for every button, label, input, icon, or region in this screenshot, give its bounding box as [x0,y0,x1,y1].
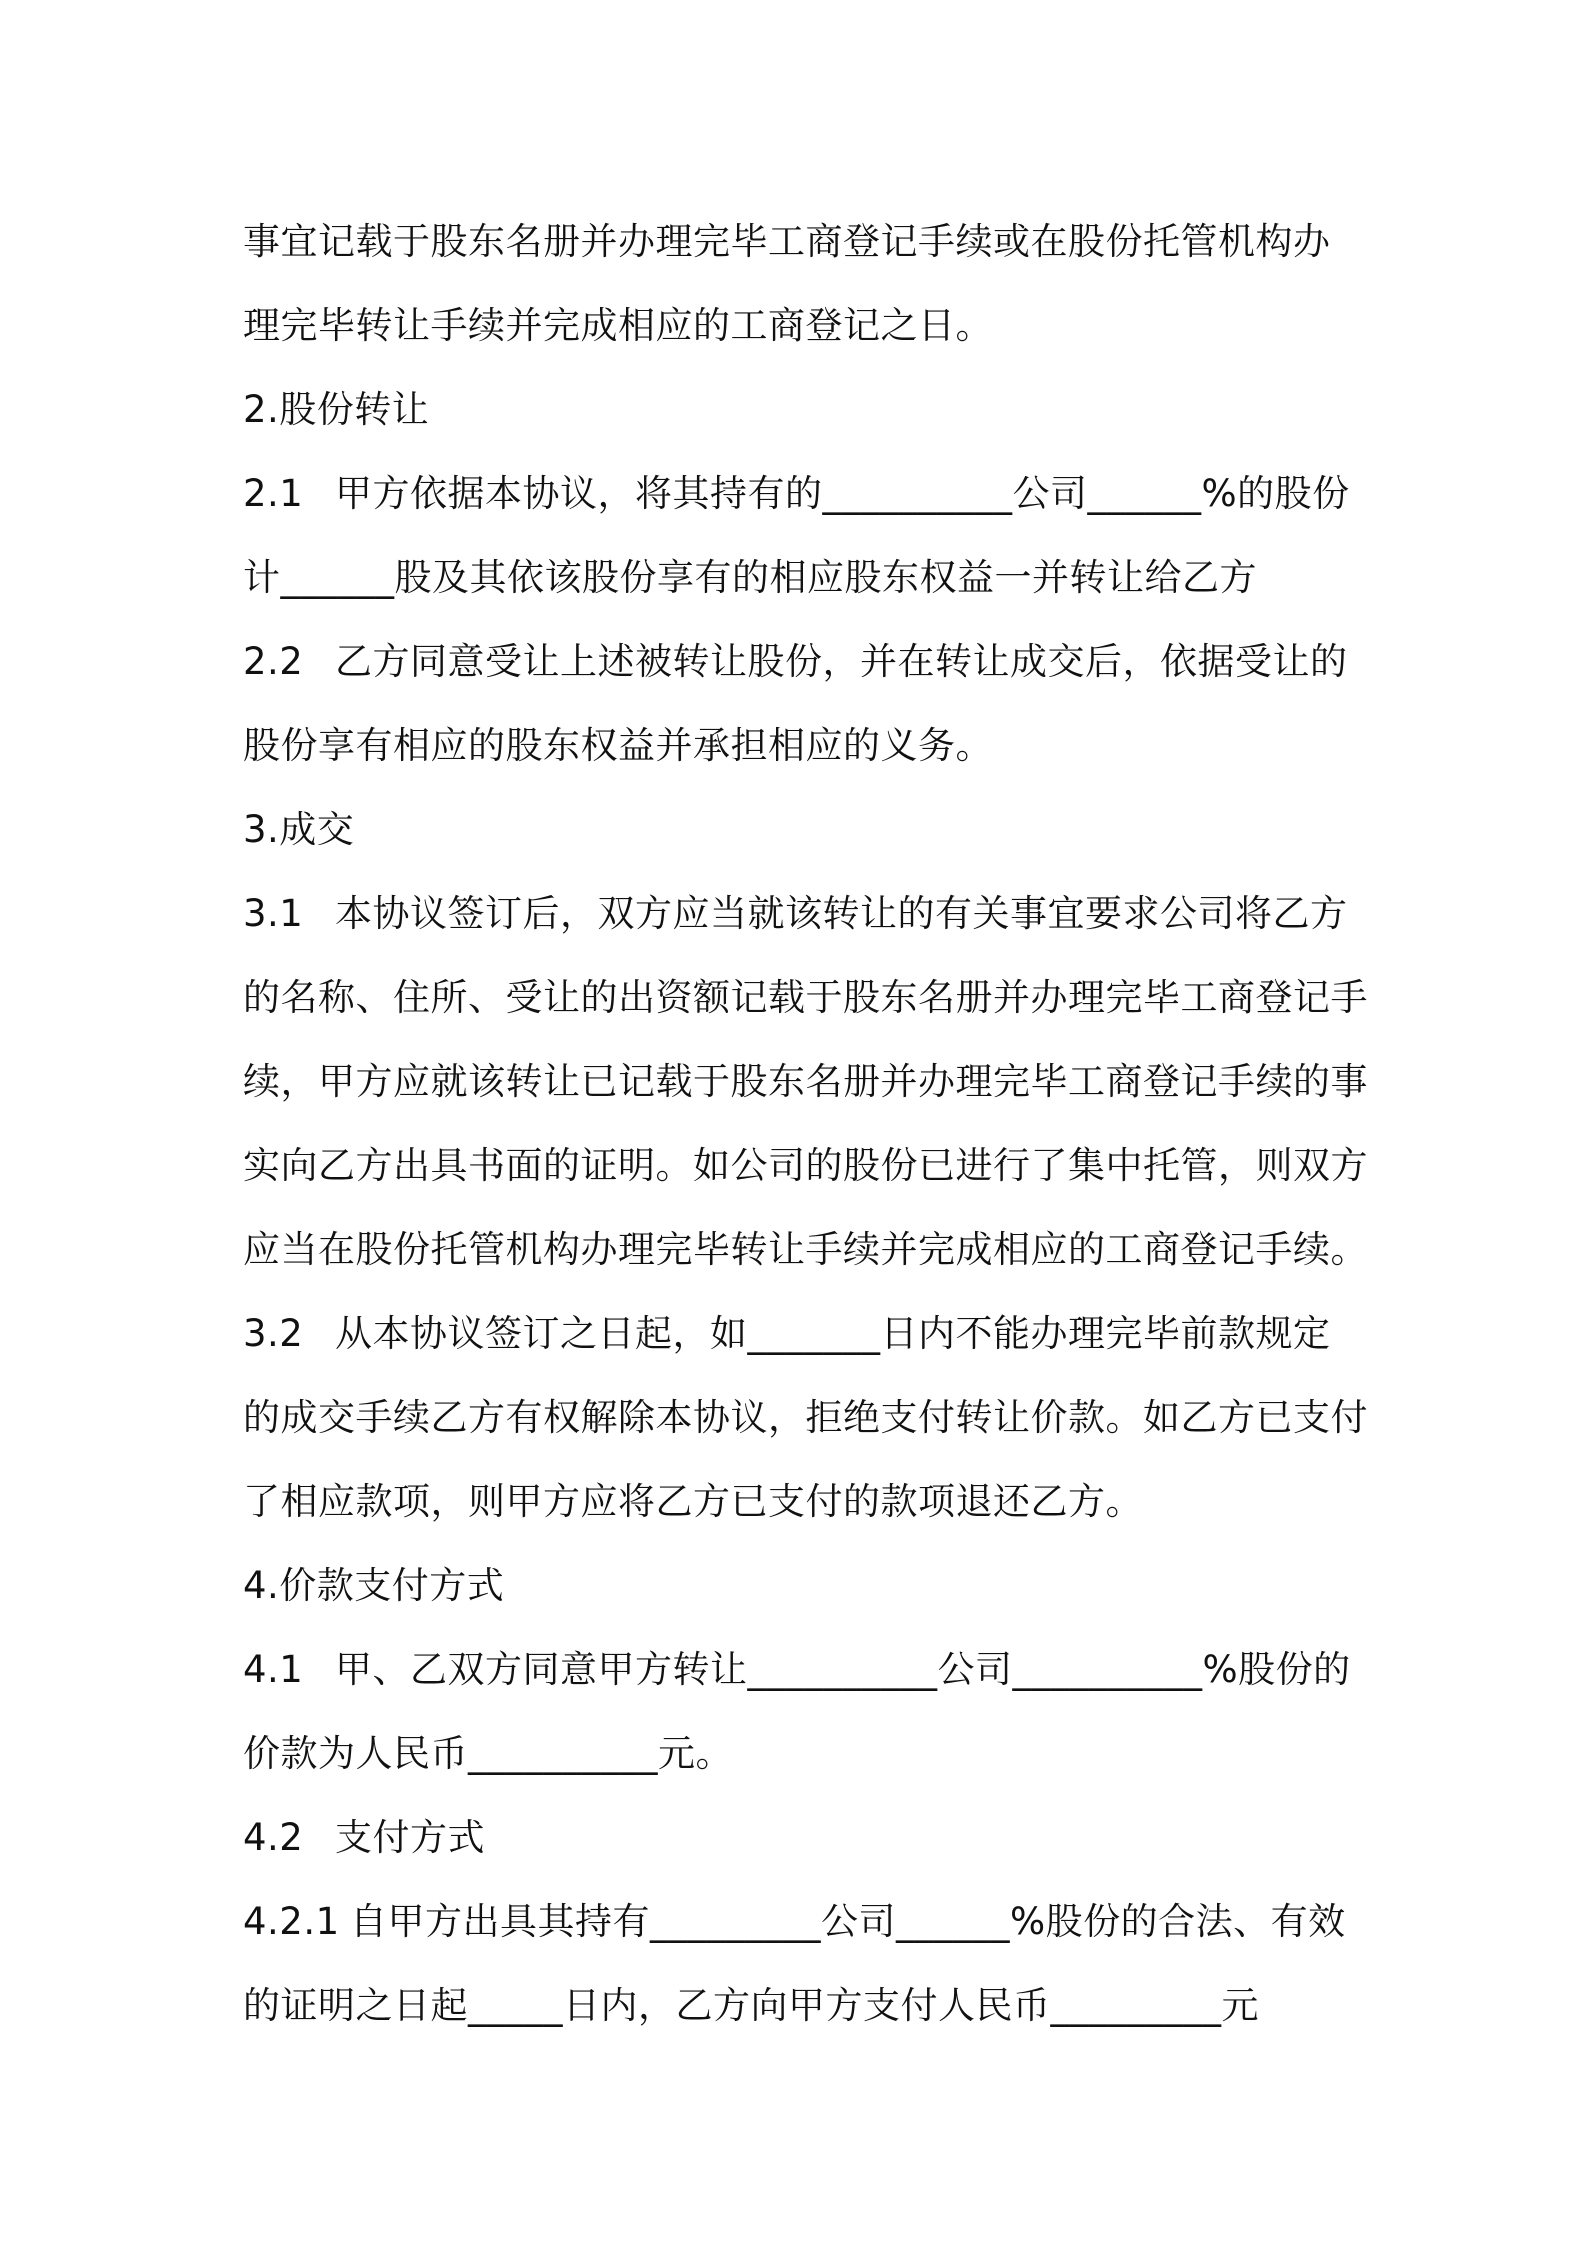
section-heading [243,788,1353,872]
clause-number: 3.2 [243,1312,304,1355]
paragraph-line [243,536,1353,620]
paragraph-line [243,704,1353,788]
document-body [243,200,1368,2048]
clause-number: 3.1 [243,892,304,935]
line-text: 乙方同意受让上述被转让股份，并在转让成交后，依据受让的 [335,640,1348,683]
line-text: 的成交手续乙方有权解除本协议，拒绝支付转让价款。如乙方已支付 [243,1396,1368,1439]
paragraph-line [243,1460,1353,1544]
clause-line [243,1292,1353,1376]
paragraph-line [243,1712,1353,1796]
section-heading [243,368,1353,452]
line-text: 续，甲方应就该转让已记载于股东名册并办理完毕工商登记手续的事 [243,1060,1368,1103]
clause-number: 2.1 [243,472,304,515]
heading-text: 2.股份转让 [243,388,430,431]
paragraph-line [243,1376,1368,1460]
paragraph-line [243,956,1368,1040]
paragraph-line [243,1040,1368,1124]
paragraph-line [243,1208,1368,1292]
line-text: 的证明之日起_____日内，乙方向甲方支付人民币_________元 [243,1984,1259,2027]
line-text: 了相应款项，则甲方应将乙方已支付的款项退还乙方。 [243,1480,1143,1523]
clause-line [243,1628,1353,1712]
line-text: 应当在股份托管机构办理完毕转让手续并完成相应的工商登记手续。 [243,1228,1368,1271]
line-text: 从本协议签订之日起，如_______日内不能办理完毕前款规定 [335,1312,1331,1355]
clause-number: 4.2 [243,1816,304,1859]
line-text: 计______股及其依该股份享有的相应股东权益一并转让给乙方 [243,556,1257,599]
line-text: 本协议签订后，双方应当就该转让的有关事宜要求公司将乙方 [335,892,1348,935]
clause-number: 4.1 [243,1648,304,1691]
line-text: 股份享有相应的股东权益并承担相应的义务。 [243,724,993,767]
line-text: 理完毕转让手续并完成相应的工商登记之日。 [243,304,993,347]
line-text: 实向乙方出具书面的证明。如公司的股份已进行了集中托管，则双方 [243,1144,1368,1187]
heading-text: 3.成交 [243,808,355,851]
line-text: 甲、乙双方同意甲方转让__________公司__________%股份的 [335,1648,1351,1691]
clause-number: 2.2 [243,640,304,683]
clause-line [243,452,1353,536]
heading-text: 4.价款支付方式 [243,1564,505,1607]
clause-line [243,620,1353,704]
paragraph-line [243,1964,1353,2048]
clause-line [243,872,1353,956]
line-text: 甲方依据本协议，将其持有的__________公司______%的股份 [335,472,1350,515]
clause-number: 4.2.1 [243,1900,340,1943]
paragraph-line [243,284,1353,368]
clause-line [243,1796,1353,1880]
line-text: 事宜记载于股东名册并办理完毕工商登记手续或在股份托管机构办 [243,220,1331,263]
line-text: 的名称、住所、受让的出资额记载于股东名册并办理完毕工商登记手 [243,976,1368,1019]
section-heading [243,1544,1353,1628]
line-text: 自甲方出具其持有_________公司______%股份的合法、有效 [350,1900,1346,1943]
clause-line [243,1880,1353,1964]
line-text: 支付方式 [335,1816,485,1859]
line-text: 价款为人民币__________元。 [243,1732,733,1775]
paragraph-line [243,1124,1368,1208]
paragraph-line [243,200,1353,284]
